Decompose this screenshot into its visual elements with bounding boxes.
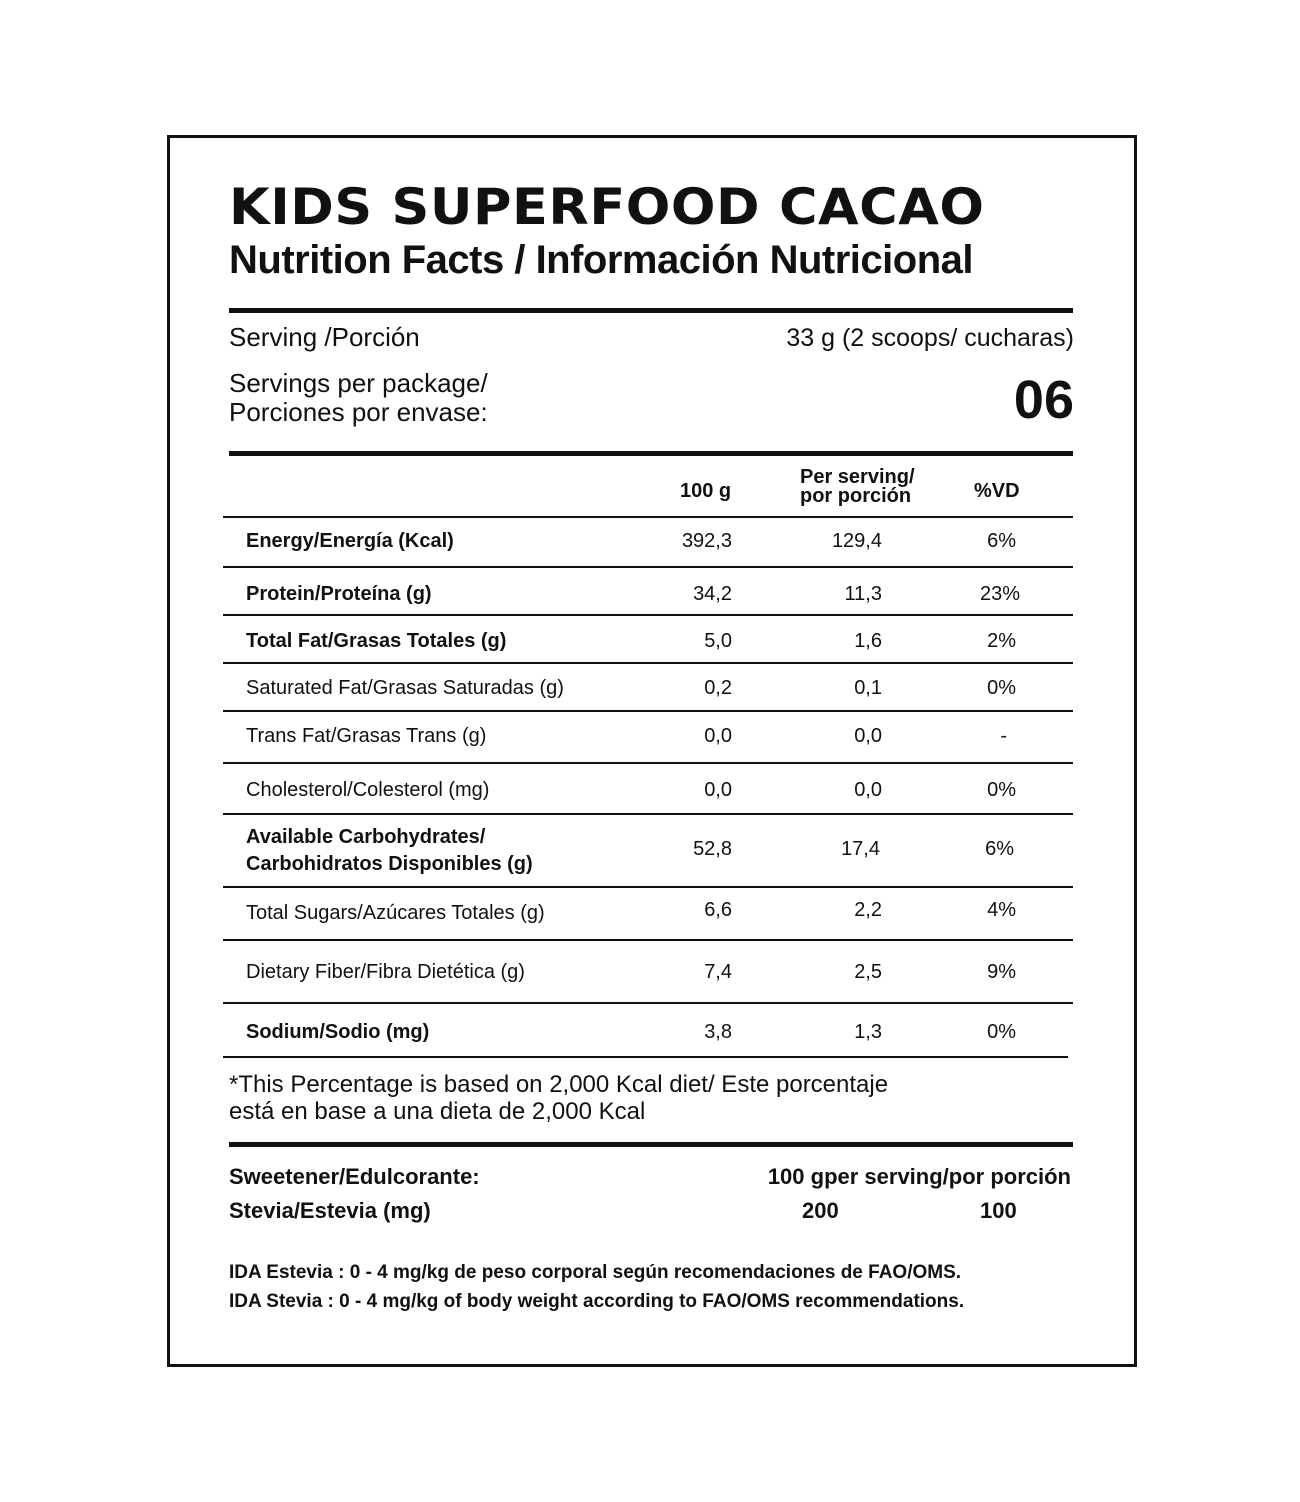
- energy-vd: 6%: [987, 530, 1016, 552]
- carbohydrates-100g: 52,8: [693, 838, 732, 860]
- table-bottom-rule: [223, 1056, 1068, 1058]
- row-divider: [223, 886, 1073, 888]
- carbohydrates-vd: 6%: [985, 838, 1014, 860]
- protein-serving: 11,3: [844, 583, 882, 605]
- top-rule: [229, 308, 1073, 313]
- dietary-fiber-100g: 7,4: [704, 961, 732, 983]
- nutrient-label-trans-fat: Trans Fat/Grasas Trans (g): [246, 725, 487, 747]
- saturated-fat-100g: 0,2: [704, 677, 732, 699]
- header-divider: [223, 516, 1073, 518]
- energy-100g: 392,3: [681, 530, 732, 552]
- total-sugars-100g: 6,6: [704, 899, 732, 921]
- total-fat-vd: 2%: [987, 630, 1016, 652]
- total-fat-100g: 5,0: [704, 630, 732, 652]
- row-divider: [223, 1002, 1073, 1004]
- nutrient-label-saturated-fat: Saturated Fat/Grasas Saturadas (g): [246, 677, 564, 699]
- cholesterol-vd: 0%: [987, 779, 1016, 801]
- saturated-fat-serving: 0,1: [854, 677, 882, 699]
- nutrient-label-carbohydrates: [246, 824, 533, 878]
- energy-serving: 129,4: [831, 530, 882, 552]
- stevia-serving: 100: [980, 1198, 1017, 1223]
- trans-fat-100g: 0,0: [704, 725, 732, 747]
- nutrient-label-total-sugars: Total Sugars/Azúcares Totales (g): [246, 902, 545, 924]
- sodium-serving: 1,3: [854, 1021, 882, 1043]
- total-sugars-vd: 4%: [987, 899, 1016, 921]
- col-header-vd: %VD: [974, 480, 1020, 502]
- stevia-100g: 200: [802, 1198, 839, 1223]
- protein-100g: 34,2: [693, 583, 732, 605]
- nutrient-label-energy: Energy/Energía (Kcal): [246, 530, 454, 552]
- col-header-per-serving: [800, 468, 915, 506]
- row-divider: [223, 939, 1073, 941]
- servings-label-line-2: Porciones por envase:: [229, 397, 488, 427]
- carbohydrates-label-line-2: Carbohidratos Disponibles (g): [246, 853, 533, 875]
- row-divider: [223, 813, 1073, 815]
- dietary-fiber-vd: 9%: [987, 961, 1016, 983]
- saturated-fat-vd: 0%: [987, 677, 1016, 699]
- row-divider: [223, 762, 1073, 764]
- protein-vd: 23%: [979, 583, 1020, 605]
- sweetener-columns-header: 100 gper serving/por porción: [767, 1164, 1071, 1189]
- serving-label: Serving /Porción: [229, 322, 420, 352]
- ida-stevia-notes: [229, 1258, 964, 1316]
- ida-note-english: IDA Stevia : 0 - 4 mg/kg of body weight according to FAO/OMS recommendations.: [229, 1291, 965, 1312]
- sweetener-top-rule: [229, 1142, 1073, 1147]
- total-sugars-serving: 2,2: [854, 899, 882, 921]
- cholesterol-serving: 0,0: [854, 779, 882, 801]
- sweetener-label: Sweetener/Edulcorante:: [229, 1164, 480, 1189]
- servings-per-package-value: 06: [1013, 370, 1074, 430]
- nutrient-label-total-fat: Total Fat/Grasas Totales (g): [246, 630, 507, 652]
- stevia-label: Stevia/Estevia (mg): [229, 1198, 431, 1223]
- footnote-line-1: *This Percentage is based on 2,000 Kcal diet/ Este porcentaje: [229, 1071, 889, 1098]
- product-title: KIDS SUPERFOOD CACAO: [229, 178, 985, 236]
- row-divider: [223, 662, 1073, 664]
- nutrient-label-sodium: Sodium/Sodio (mg): [246, 1021, 430, 1043]
- total-fat-serving: 1,6: [854, 630, 882, 652]
- row-divider: [223, 614, 1073, 616]
- ida-note-spanish: IDA Estevia : 0 - 4 mg/kg de peso corporal según recomendaciones de FAO/OMS.: [229, 1262, 962, 1283]
- trans-fat-serving: 0,0: [854, 725, 882, 747]
- col-header-per-serving-line-2: por porción: [800, 485, 912, 507]
- nutrient-label-dietary-fiber: Dietary Fiber/Fibra Dietética (g): [246, 961, 525, 983]
- carbohydrates-label-line-1: Available Carbohydrates/: [246, 826, 486, 848]
- nutrition-facts-heading: Nutrition Facts / Información Nutricional: [229, 238, 973, 282]
- carbohydrates-serving: 17,4: [841, 838, 880, 860]
- col-header-100g: 100 g: [680, 480, 732, 502]
- cholesterol-100g: 0,0: [704, 779, 732, 801]
- dietary-fiber-serving: 2,5: [854, 961, 882, 983]
- trans-fat-vd: -: [1000, 725, 1007, 747]
- servings-label-line-1: Servings per package/: [229, 368, 488, 398]
- footnote-line-2: está en base a una dieta de 2,000 Kcal: [229, 1098, 646, 1125]
- servings-per-package-label: [229, 369, 488, 427]
- nutrient-label-protein: Protein/Proteína (g): [246, 583, 432, 605]
- daily-value-footnote: [229, 1071, 888, 1125]
- sodium-vd: 0%: [987, 1021, 1016, 1043]
- sodium-100g: 3,8: [704, 1021, 732, 1043]
- serving-value: 33 g (2 scoops/ cucharas): [786, 324, 1074, 352]
- nutrient-label-cholesterol: Cholesterol/Colesterol (mg): [246, 779, 490, 801]
- row-divider: [223, 710, 1073, 712]
- table-top-rule: [229, 451, 1073, 456]
- col-header-per-serving-line-1: Per serving/: [800, 466, 915, 488]
- row-divider: [223, 566, 1073, 568]
